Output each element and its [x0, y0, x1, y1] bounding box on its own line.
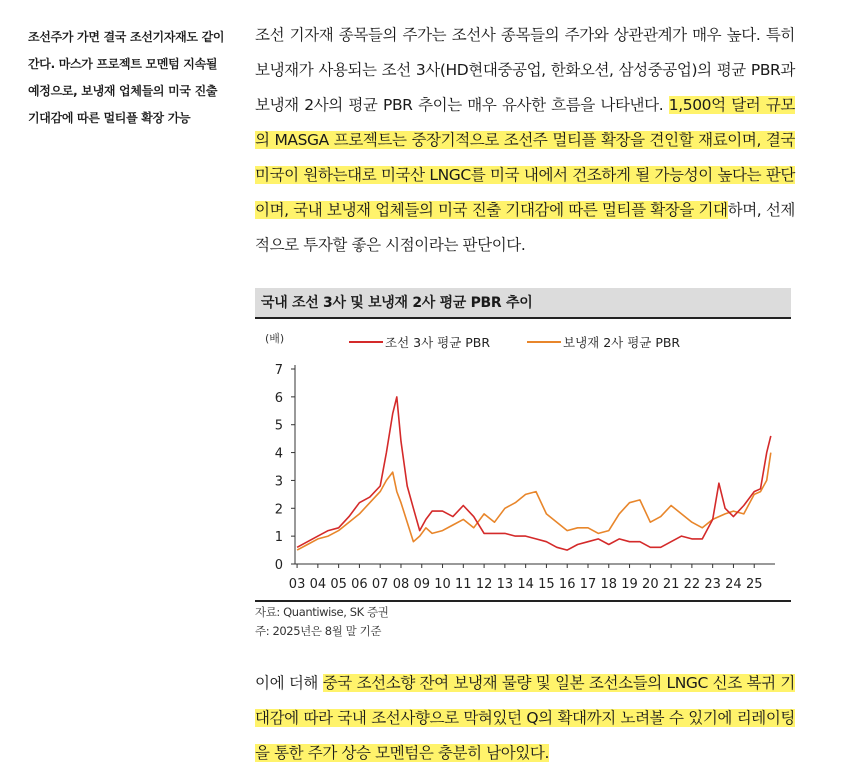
x-tick-label: 21 [662, 577, 680, 592]
x-tick-label: 10 [434, 577, 451, 592]
x-tick-label: 17 [579, 577, 597, 592]
y-tick-label: 4 [274, 446, 283, 462]
x-tick-label: 08 [392, 577, 410, 592]
chart-date-note: 주: 2025년은 8월 말 기준 [255, 624, 382, 638]
legend-label: 조선 3사 평균 PBR [385, 335, 491, 350]
side-summary-note [28, 24, 228, 132]
chart-legend [349, 335, 680, 350]
x-tick-label: 22 [683, 577, 701, 592]
x-tick-label: 19 [621, 577, 638, 592]
x-tick-label: 15 [538, 577, 555, 592]
x-tick-label: 09 [413, 577, 431, 592]
y-tick-label: 5 [274, 418, 283, 434]
x-tick-label: 05 [330, 577, 347, 592]
chart-series [297, 397, 771, 550]
chart-title: 국내 조선 3사 및 보냉재 2사 평균 PBR 추이 [261, 295, 533, 311]
paragraph-text: 하며, 선제적으로 투자할 좋은 시점이라는 판단이다. [255, 201, 795, 254]
side-note-line: 조선주가 가면 결국 조선기자재도 같이 [28, 30, 225, 44]
legend-label: 보냉재 2사 평균 PBR [563, 335, 681, 350]
x-tick-label: 20 [642, 577, 659, 592]
chart-source: 자료: Quantiwise, SK 증권 [255, 605, 389, 619]
y-tick-label: 1 [274, 530, 283, 546]
side-note-line: 기대감에 따른 멀티플 확장 가능 [28, 111, 191, 125]
body-paragraph-2 [255, 666, 795, 771]
x-tick-label: 07 [371, 577, 389, 592]
x-tick-label: 18 [600, 577, 618, 592]
x-tick-label: 23 [704, 577, 721, 592]
y-tick-label: 2 [274, 502, 283, 518]
paragraph-text: 조선 기자재 종목들의 주가는 조선사 종목들의 주가와 상관관계가 매우 높다. 특히 보냉재가 사용되는 조선 3사(HD현대중공업, 한화오션, 삼성중공업)의 평균 PBR과 보냉재 2사의 평균 PBR 추이는 매우 유사한 흐름을 나타낸다. [255, 26, 795, 114]
x-tick-label: 03 [288, 577, 306, 592]
highlighted-text: 1,500억 달러 규모의 MASGA 프로젝트는 중장기적으로 조선주 멀티플 확장을 견인할 재료이며, 결국 미국이 원하는대로 미국산 LNGC를 미국 내에서 건조하게 될 가능성이 높다는 판단이며, 국내 보냉재 업체들의 미국 진출 기대감에 따른 멀티플 확장을 기대 [255, 96, 796, 219]
side-note-line: 간다. 마스가 프로젝트 모멘텀 지속될 [28, 57, 218, 71]
highlighted-text: 중국 조선소향 잔여 보냉재 물량 및 일본 조선소들의 LNGC 신조 복귀 기대감에 따라 국내 조선사향으로 막혀있던 Q의 확대까지 노려볼 수 있기에 리레이팅을 통한 주가 상승 모멘텀은 충분히 남아있다. [255, 674, 795, 762]
series-line [297, 453, 771, 550]
x-tick-label: 24 [725, 577, 742, 592]
y-unit-label: (배) [265, 332, 285, 345]
x-tick-label: 12 [475, 577, 493, 592]
x-tick-label: 13 [496, 577, 514, 592]
x-tick-label: 11 [455, 577, 472, 592]
x-tick-label: 06 [351, 577, 368, 592]
pbr-line-chart [255, 322, 791, 598]
x-tick-label: 16 [558, 577, 576, 592]
y-tick-label: 6 [274, 390, 283, 406]
y-tick-label: 7 [274, 363, 283, 378]
x-tick-label: 14 [517, 577, 534, 592]
y-tick-label: 0 [274, 558, 283, 573]
y-tick-label: 3 [274, 474, 283, 490]
x-tick-label: 04 [309, 577, 327, 592]
chart-bottom-rule [255, 600, 791, 602]
chart-title-bar [255, 288, 791, 319]
side-note-line: 예정으로, 보냉재 업체들의 미국 진출 [28, 84, 218, 98]
paragraph-text: 이에 더해 [255, 674, 323, 692]
x-tick-label: 25 [745, 577, 763, 592]
chart-axes [275, 363, 775, 592]
body-paragraph-1 [255, 18, 795, 263]
